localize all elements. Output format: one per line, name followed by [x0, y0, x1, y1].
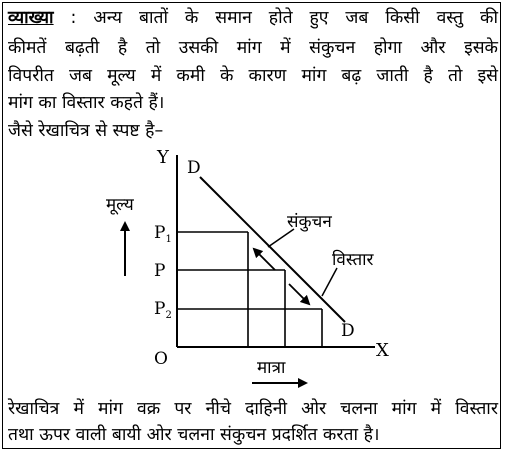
- demand-curve: [200, 177, 345, 322]
- curve-top-label: D: [187, 158, 201, 178]
- y-axis-label: Y: [157, 147, 169, 168]
- explanation-separator: :: [53, 8, 94, 28]
- contraction-label: संकुचन: [287, 212, 332, 232]
- extension-pointer: [322, 268, 337, 296]
- p2-label: $P_2$: [154, 299, 172, 321]
- explanation-line-2: कीमतें बढ़ती है तो उसकी मांग में संकुचन होगा और इसके: [8, 38, 498, 58]
- p1-label: $P_1$: [154, 223, 172, 245]
- explanation-heading: व्याख्या: [8, 8, 54, 28]
- conclusion-line-2: तथा ऊपर वाली बायी ओर चलना संकुचन प्रदर्शित करता है।: [8, 425, 380, 445]
- explanation-line-5: जैसे रेखाचित्र से स्पष्ट है–: [8, 121, 164, 141]
- quantity-axis-title: मात्रा: [257, 358, 286, 378]
- explanation-line-3: विपरीत जब मूल्य में कमी के कारण मांग बढ़ जाती है तो इसे: [8, 66, 498, 86]
- explanation-line-4: मांग का विस्तार कहते हैं।: [8, 93, 165, 113]
- curve-bottom-label: D: [341, 321, 355, 341]
- p-label: P: [154, 261, 166, 281]
- conclusion-line-1: रेखाचित्र में मांग वक्र पर नीचे दाहिनी ओर चलना मांग में विस्तार: [8, 399, 498, 419]
- explanation-text-1: अन्य बातों के समान होते हुए जब किसी वस्तु की: [93, 8, 498, 28]
- extension-label: विस्तार: [332, 250, 374, 270]
- contraction-pointer: [268, 229, 294, 247]
- origin-label: O: [154, 349, 168, 369]
- contraction-arrow: [254, 249, 275, 270]
- price-axis-title: मूल्य: [106, 195, 134, 215]
- extension-arrow: [289, 284, 309, 304]
- x-axis-label: X: [376, 340, 389, 361]
